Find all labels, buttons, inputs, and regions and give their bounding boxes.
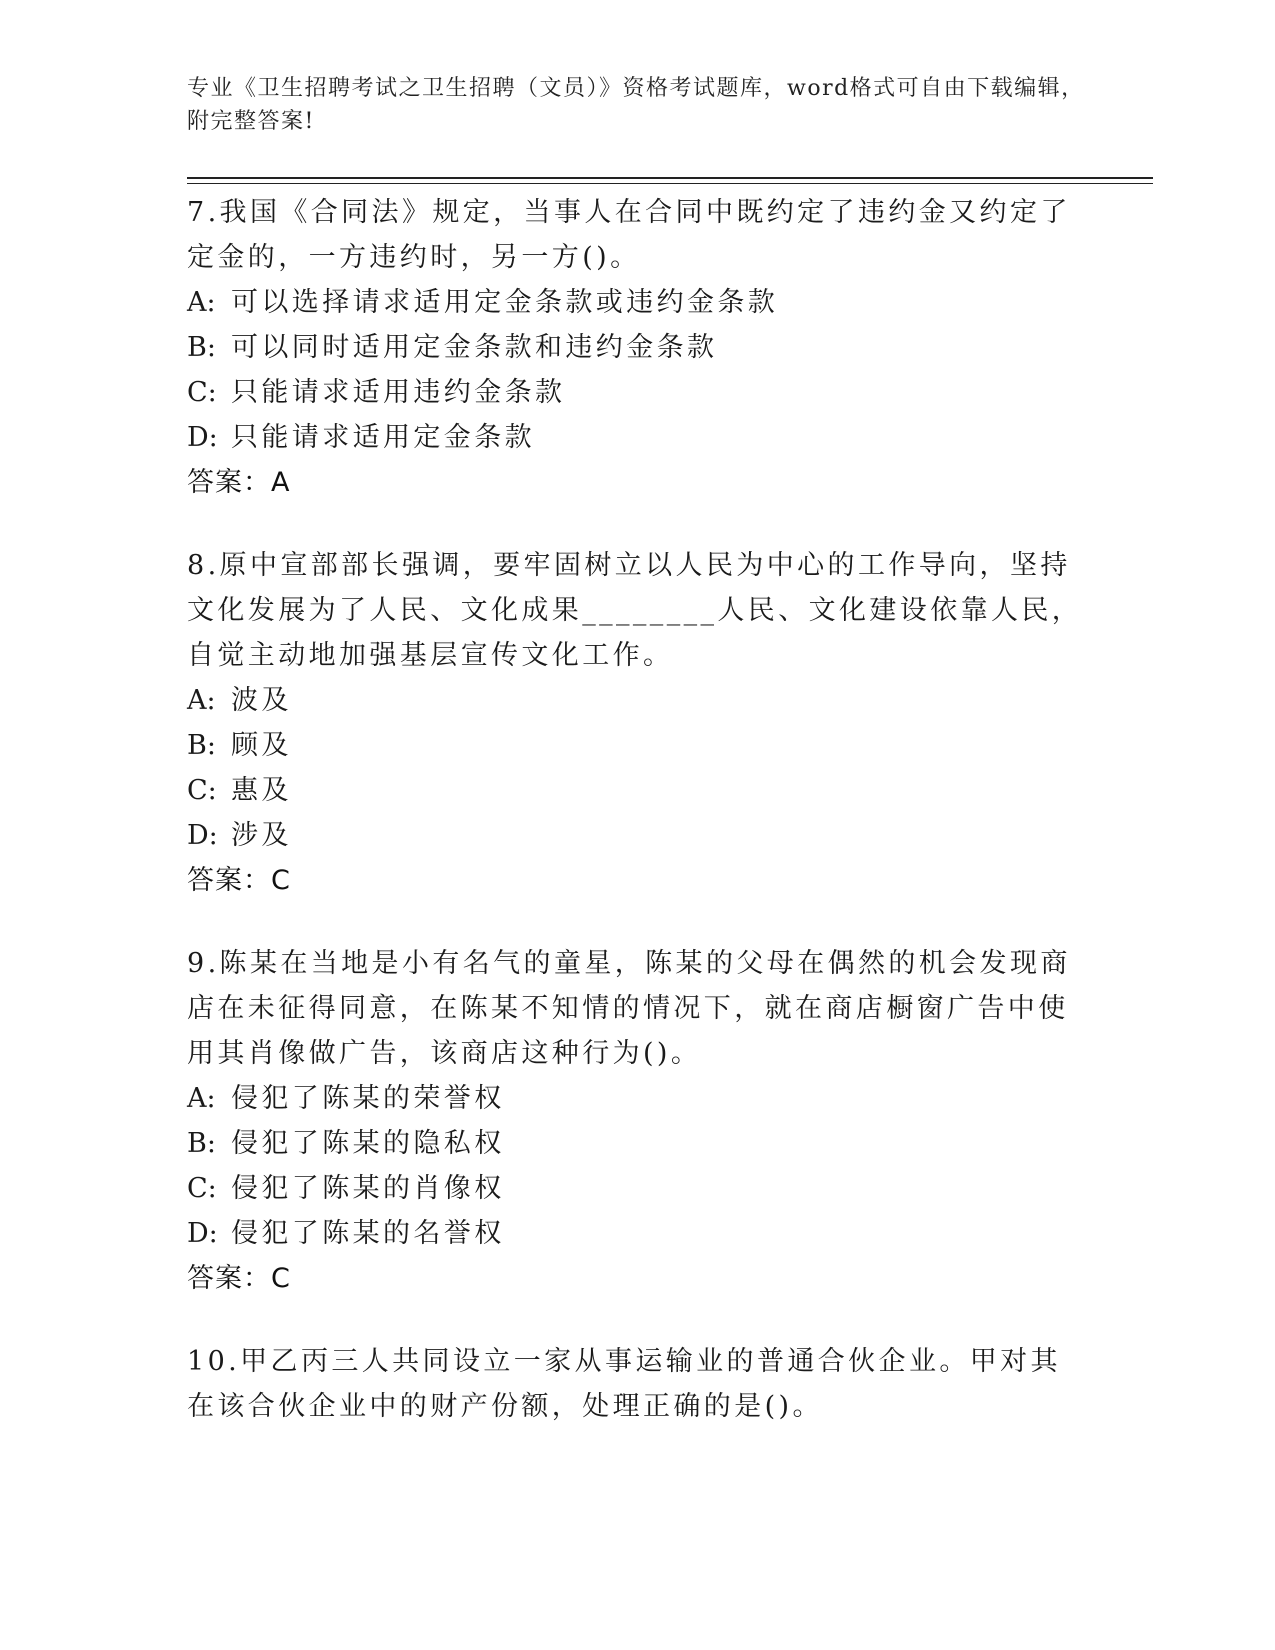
- question-10: [187, 1339, 1087, 1429]
- option-d: [187, 813, 1087, 858]
- option-letter: D:: [187, 422, 218, 453]
- question-stem: 7.我国《合同法》规定，当事人在合同中既约定了违约金又约定了定金的，一方违约时，另一方()。: [187, 197, 1071, 273]
- option-letter: C:: [187, 775, 217, 806]
- option-a: [187, 280, 1087, 325]
- question-7: [187, 190, 1087, 505]
- answer-line: 答案：C: [187, 865, 291, 896]
- option-text: 惠及: [231, 775, 292, 806]
- question-stem: 10.甲乙丙三人共同设立一家从事运输业的普通合伙企业。甲对其在该合伙企业中的财产份额，处理正确的是()。: [187, 1346, 1061, 1422]
- option-text: 波及: [231, 685, 292, 716]
- option-b: [187, 325, 1087, 370]
- option-d: [187, 1211, 1087, 1256]
- option-b: [187, 723, 1087, 768]
- option-text: 涉及: [231, 820, 292, 851]
- question-list: [187, 190, 1087, 1467]
- option-text: 可以同时适用定金条款和违约金条款: [231, 332, 718, 363]
- option-letter: C:: [187, 1173, 217, 1204]
- option-letter: B:: [187, 730, 216, 761]
- answer-line: 答案：C: [187, 1263, 291, 1294]
- option-letter: B:: [187, 1128, 216, 1159]
- option-letter: D:: [187, 1218, 218, 1249]
- option-a: [187, 1076, 1087, 1121]
- option-text: 侵犯了陈某的隐私权: [231, 1128, 505, 1159]
- option-c: [187, 1166, 1087, 1211]
- header-divider-thick: [187, 177, 1153, 179]
- answer-line: 答案：A: [187, 467, 291, 498]
- option-text: 侵犯了陈某的肖像权: [231, 1173, 505, 1204]
- option-text: 侵犯了陈某的荣誉权: [231, 1083, 505, 1114]
- option-text: 侵犯了陈某的名誉权: [231, 1218, 505, 1249]
- option-letter: B:: [187, 332, 216, 363]
- option-text: 顾及: [231, 730, 292, 761]
- question-9: [187, 941, 1087, 1301]
- header-divider-thin: [187, 183, 1153, 184]
- question-stem: 9.陈某在当地是小有名气的童星，陈某的父母在偶然的机会发现商店在未征得同意，在陈某不知情的情况下，就在商店橱窗广告中使用其肖像做广告，该商店这种行为()。: [187, 948, 1071, 1069]
- page-header: 专业《卫生招聘考试之卫生招聘（文员）》资格考试题库，word格式可自由下载编辑，附完整答案!: [187, 76, 1085, 134]
- option-c: [187, 768, 1087, 813]
- option-letter: A:: [187, 287, 216, 318]
- question-stem: 8.原中宣部部长强调，要牢固树立以人民为中心的工作导向，坚持文化发展为了人民、文化成果________人民、文化建设依靠人民，自觉主动地加强基层宣传文化工作。: [187, 550, 1083, 671]
- option-d: [187, 415, 1087, 460]
- option-text: 只能请求适用定金条款: [231, 422, 535, 453]
- question-8: [187, 543, 1087, 903]
- option-letter: A:: [187, 1083, 216, 1114]
- option-text: 可以选择请求适用定金条款或违约金条款: [231, 287, 779, 318]
- option-b: [187, 1121, 1087, 1166]
- option-text: 只能请求适用违约金条款: [231, 377, 566, 408]
- option-letter: D:: [187, 820, 218, 851]
- option-c: [187, 370, 1087, 415]
- option-a: [187, 678, 1087, 723]
- option-letter: A:: [187, 685, 216, 716]
- option-letter: C:: [187, 377, 217, 408]
